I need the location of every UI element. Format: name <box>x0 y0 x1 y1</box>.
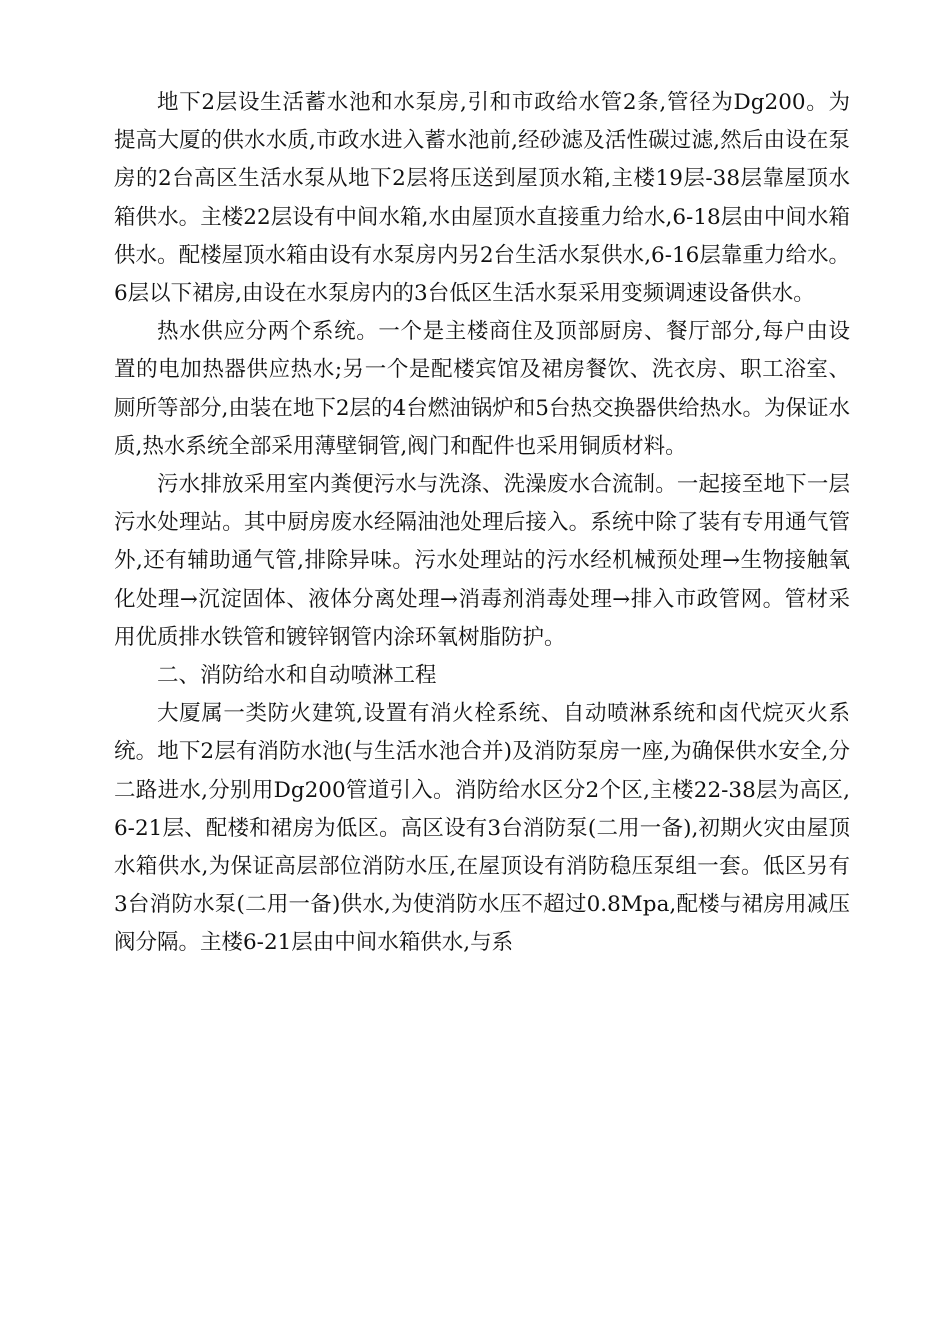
paragraph-domestic-water-supply: 地下2层设生活蓄水池和水泵房,引和市政给水管2条,管径为Dg200。为提高大厦的供水水质,市政水进入蓄水池前,经砂滤及活性碳过滤,然后由设在泵房的2台高区生活水泵从地下2层将压送到屋顶水箱,主楼19层-38层靠屋顶水箱供水。主楼22层设有中间水箱,水由屋顶水直接重力给水,6-18层由中间水箱供水。配楼屋顶水箱由设有水泵房内另2台生活水泵供水,6-16层靠重力给水。6层以下裙房,由设在水泵房内的3台低区生活水泵采用变频调速设备供水。 <box>114 90 850 307</box>
section-heading-fire-protection: 二、消防给水和自动喷淋工程 <box>157 663 437 689</box>
document-body <box>114 84 850 963</box>
paragraph-sewage-discharge: 污水排放采用室内粪便污水与洗涤、洗澡废水合流制。一起接至地下一层污水处理站。其中厨房废水经隔油池处理后接入。系统中除了装有专用通气管外,还有辅助通气管,排除异味。污水处理站的污水经机械预处理→生物接触氧化处理→沉淀固体、液体分离处理→消毒剂消毒处理→排入市政管网。管材采用优质排水铁管和镀锌钢管内涂环氧树脂防护。 <box>114 472 850 650</box>
paragraph-fire-water-supply: 大厦属一类防火建筑,设置有消火栓系统、自动喷淋系统和卤代烷灭火系统。地下2层有消防水池(与生活水池合并)及消防泵房一座,为确保供水安全,分二路进水,分别用Dg200管道引入。消防给水区分2个区,主楼22-38层为高区,6-21层、配楼和裙房为低区。高区设有3台消防泵(二用一备),初期火灾由屋顶水箱供水,为保证高层部位消防水压,在屋顶设有消防稳压泵组一套。低区另有3台消防水泵(二用一备)供水,为使消防水压不超过0.8Mpa,配楼与裙房用减压阀分隔。主楼6-21层由中间水箱供水,与系 <box>114 701 850 956</box>
paragraph-hot-water-supply: 热水供应分两个系统。一个是主楼商住及顶部厨房、餐厅部分,每户由设置的电加热器供应热水;另一个是配楼宾馆及裙房餐饮、洗衣房、职工浴室、厕所等部分,由装在地下2层的4台燃油锅炉和5台热交换器供给热水。为保证水质,热水系统全部采用薄壁铜管,阀门和配件也采用铜质材料。 <box>114 319 850 459</box>
